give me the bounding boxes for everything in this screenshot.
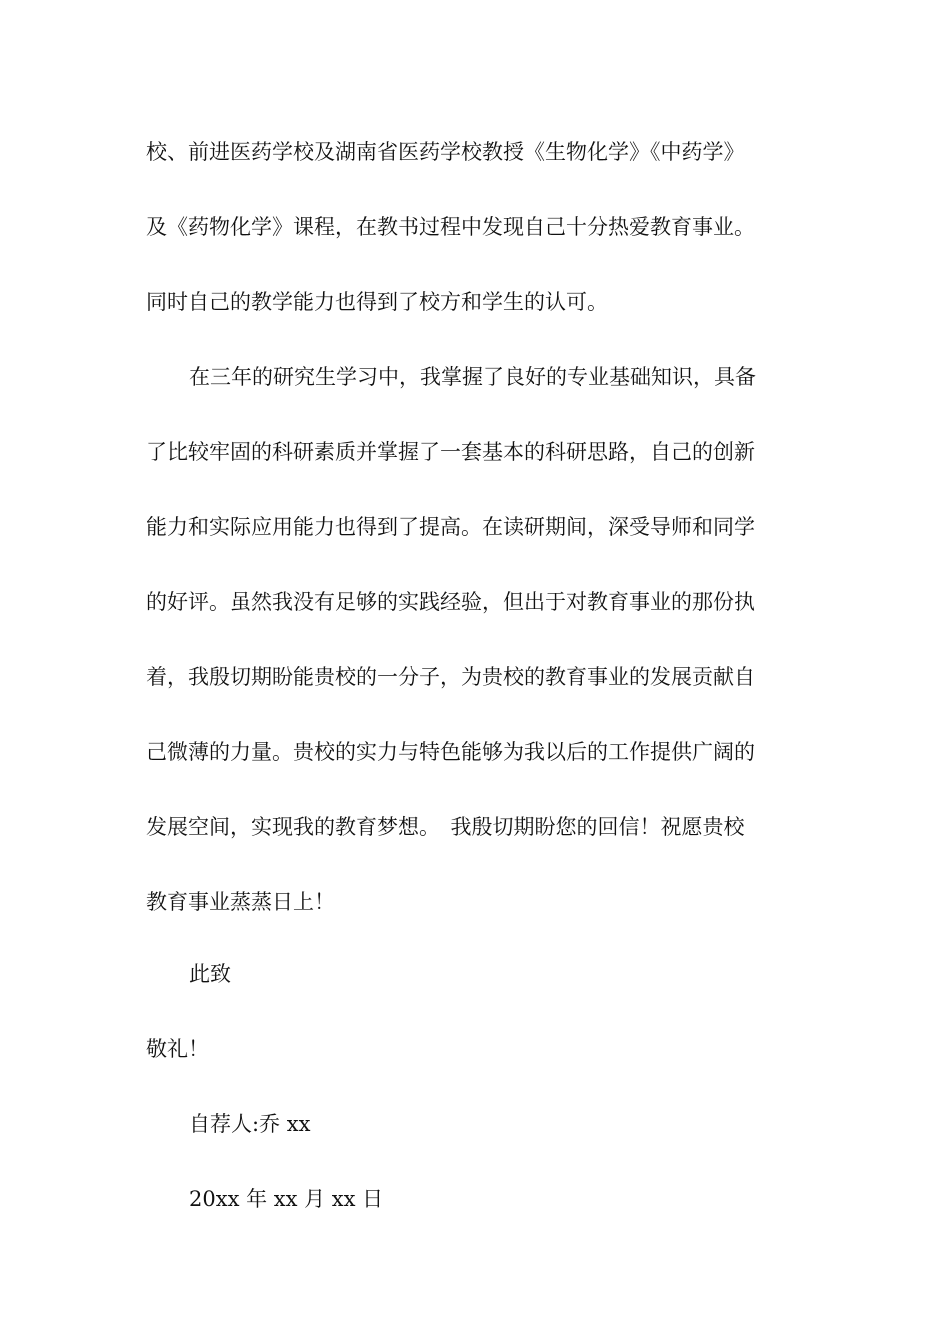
closing-phrase: 此致 xyxy=(189,962,231,986)
body-line-7: 的好评。虽然我没有足够的实践经验，但出于对教育事业的那份执 xyxy=(146,590,755,614)
signature: 自荐人:乔 xx xyxy=(189,1112,311,1136)
body-line-3: 同时自己的教学能力也得到了校方和学生的认可。 xyxy=(146,290,608,314)
body-line-11: 教育事业蒸蒸日上！ xyxy=(146,890,335,914)
body-line-8: 着，我殷切期盼能贵校的一分子，为贵校的教育事业的发展贡献自 xyxy=(146,665,755,689)
body-line-5: 了比较牢固的科研素质并掌握了一套基本的科研思路，自己的创新 xyxy=(146,440,755,464)
body-line-2: 及《药物化学》课程，在教书过程中发现自己十分热爱教育事业。 xyxy=(146,215,755,239)
body-line-1: 校、前进医药学校及湖南省医药学校教授《生物化学》《中药学》 xyxy=(146,140,745,164)
body-line-4: 在三年的研究生学习中，我掌握了良好的专业基础知识，具备 xyxy=(189,365,756,389)
salutation: 敬礼！ xyxy=(146,1037,209,1061)
date: 20xx 年 xx 月 xx 日 xyxy=(189,1187,384,1211)
body-line-6: 能力和实际应用能力也得到了提高。在读研期间，深受导师和同学 xyxy=(146,515,755,539)
body-line-9: 己微薄的力量。贵校的实力与特色能够为我以后的工作提供广阔的 xyxy=(146,740,755,764)
body-line-10: 发展空间，实现我的教育梦想。 我殷切期盼您的回信！祝愿贵校 xyxy=(146,815,745,839)
